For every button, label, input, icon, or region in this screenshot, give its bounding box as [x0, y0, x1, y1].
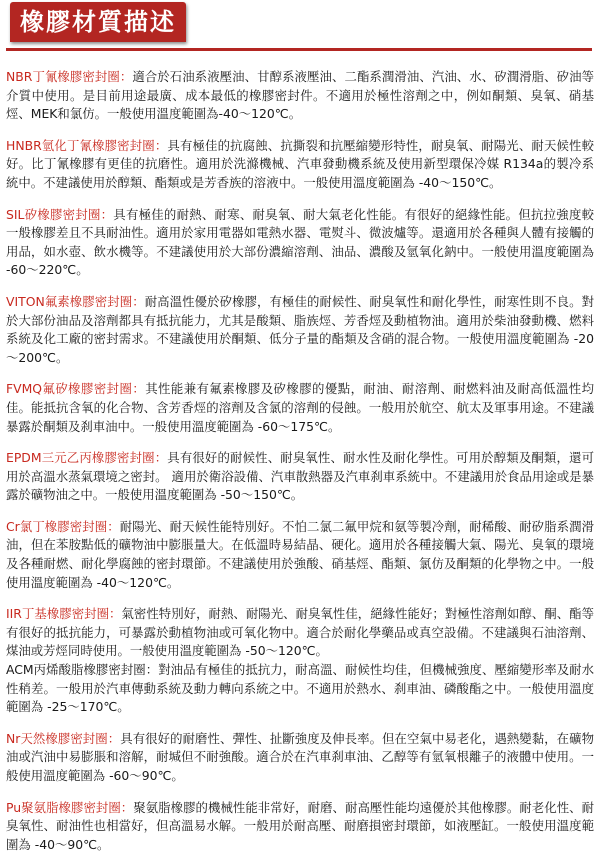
section-title: EPDM三元乙丙橡膠密封圈：: [6, 450, 168, 466]
section-iir: [6, 605, 594, 661]
section-pu: [6, 799, 594, 855]
section-fvmq: [6, 380, 594, 436]
section-body: 耐陽光、耐天候性能特別好。不怕二氯二氟甲烷和氨等製冷劑，耐稀酸、耐矽脂系潤滑油，但在苯胺點低的礦物油中膨脹量大。在低溫時易結晶、硬化。適用於各種接觸大氣、陽光、臭氧的環境及各種耐燃、耐化學腐蝕的密封環節。不建議使用於強酸、硝基烴、酯類、氯仿及酮類的化學物之中。一般使用溫度範圍為 -40～120℃。: [6, 518, 595, 590]
section-epdm: [6, 449, 594, 505]
section-title: HNBR氫化丁氰橡膠密封圈：: [6, 137, 168, 153]
section-body: 其性能兼有氟素橡膠及矽橡膠的優點，耐油、耐溶劑、耐燃料油及耐高低溫性均佳。能抵抗含氧的化合物、含芳香烴的溶劑及含氯的溶劑的侵蝕。一般用於航空、航太及軍事用途。不建議暴露於酮類及刹車油中。一般使用溫度範圍為 -60～175℃。: [6, 381, 595, 434]
section-title: FVMQ氟矽橡膠密封圈：: [6, 381, 146, 397]
section-body: 耐高溫性優於矽橡膠，有極佳的耐候性、耐臭氧性和耐化學性，耐寒性則不良。對於大部份油品及溶劑都具有抵抗能力，尤其是酸類、脂族烴、芳香烴及動植物油。適用於柴油發動機、燃料系統及化工廠的密封需求。不建議使用於酮類、低分子量的酯類及含硝的混合物。一般使用溫度範圍為 -20～200℃。: [6, 293, 594, 365]
section-acm: [6, 661, 594, 717]
section-body: 適合於石油系液壓油、甘醇系液壓油、二酯系潤滑油、汽油、水、矽潤滑脂、矽油等介質中使用。是目前用途最廣、成本最低的橡膠密封件。不適用於極性溶劑之中，例如酮類、臭氧、硝基烴、MEK和氯仿。一般使用溫度範圍為-40～120℃。: [6, 69, 594, 122]
section-title: NBR丁氰橡膠密封圈：: [6, 69, 133, 84]
section-body: 聚氨脂橡膠的機械性能非常好，耐磨、耐高壓性能均遠優於其他橡膠。耐老化性、耐臭氧性、耐油性也相當好，但高溫易水解。一般用於耐高壓、耐磨損密封環節，如液壓缸。一般使用溫度範圍為 -40～90℃。: [6, 799, 595, 852]
header-divider: [6, 48, 592, 51]
section-body: ACM丙烯酸脂橡膠密封圈：對油品有極佳的抵抗力，耐高溫、耐候性均佳，但機械強度、壓縮變形率及耐水性稍差。一般用於汽車傳動系統及動力轉向系統之中。不適用於熱水、刹車油、磷酸酯之中。一般使用溫度範圍為 -25～170℃。: [6, 662, 594, 715]
section-cr: [6, 518, 594, 592]
content: [6, 68, 594, 867]
section-body: 具有極佳的耐熱、耐寒、耐臭氧、耐大氣老化性能。有很好的絕緣性能。但抗拉強度較一般橡膠差且不具耐油性。適用於家用電器如電熱水器、電熨斗、微波爐等。還適用於各種與人體有接觸的用品，如水壺、飲水機等。不建議使用於大部份濃縮溶劑、油品、濃酸及氫氧化鈉中。一般使用溫度範圍為 -60～220℃。: [6, 206, 594, 278]
section-body: 具有很好的耐磨性、彈性、扯斷強度及伸長率。但在空氣中易老化，遇熱變黏，在礦物油或汽油中易膨脹和溶解，耐堿但不耐強酸。適合於在汽車刹車油、乙醇等有氫氧根離子的液體中使用。一般使用溫度範圍為 -60～90℃。: [6, 730, 595, 783]
section-title: VITON氟素橡膠密封圈：: [6, 293, 145, 309]
section-title: IIR丁基橡膠密封圈：: [6, 606, 122, 622]
section-title: Pu聚氨脂橡膠密封圈：: [6, 799, 134, 815]
section-sil: [6, 206, 594, 280]
section-hnbr: [6, 137, 594, 193]
page-title: 橡膠材質描述: [10, 2, 186, 42]
section-title: Nr天然橡膠密封圈：: [6, 730, 121, 746]
section-body: 具有很好的耐候性、耐臭氧性、耐水性及耐化學性。可用於醇類及酮類，還可用於高溫水蒸氣環境之密封。 適用於衛浴設備、汽車散熱器及汽車刹車系統中。不建議用於食品用途或是暴露於礦物油之中。一般使用溫度範圍為 -50～150℃。: [6, 450, 594, 503]
header-bar: [6, 2, 592, 52]
section-viton: [6, 293, 594, 367]
section-body: 氣密性特別好，耐熱、耐陽光、耐臭氧性佳，絕緣性能好；對極性溶劑如醇、酮、酯等有很好的抵抗能力，可暴露於動植物油或可氧化物中。適合於耐化學藥品或真空設備。不建議與石油溶劑、煤油或芳烴同時使用。一般使用溫度範圍為 -50～120℃。: [6, 606, 595, 659]
section-nbr: [6, 68, 594, 124]
section-body: 具有極佳的抗腐蝕、抗撕裂和抗壓縮變形特性，耐臭氧、耐陽光、耐天候性較好。比丁氰橡膠有更佳的抗磨性。適用於洗滌機械、汽車發動機系統及使用新型環保冷媒 R134a的製冷系統中。不建議使用於醇類、酯類或是芳香族的溶液中。一般使用溫度範圍為 -40～150℃。: [6, 137, 595, 190]
section-title: SIL矽橡膠密封圈：: [6, 206, 114, 222]
section-title: Cr氯丁橡膠密封圈：: [6, 518, 120, 534]
section-nr: [6, 730, 594, 786]
